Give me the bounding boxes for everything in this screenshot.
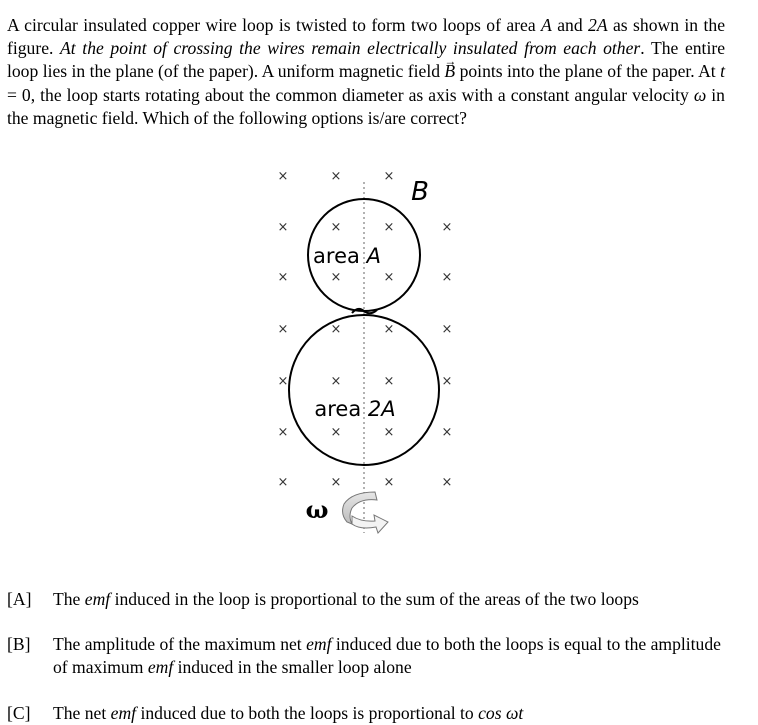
field-mark: × (441, 425, 453, 440)
area-2a-label: area 2A (314, 397, 396, 421)
vector-b: → B (444, 60, 455, 83)
field-mark: × (383, 374, 395, 389)
field-mark: × (383, 475, 395, 490)
field-mark: × (277, 270, 289, 285)
omega-label: ω (305, 495, 329, 524)
area-a-label: area A (313, 244, 381, 268)
option-b-label: [B] (7, 634, 31, 654)
option-a-label: [A] (7, 589, 32, 609)
var-2a: 2A (588, 15, 608, 35)
field-mark: × (330, 322, 342, 337)
field-mark: × (330, 270, 342, 285)
field-mark: × (330, 374, 342, 389)
option-b-text: The amplitude of the maximum net emf induced due to both the loops is equal to the amplitude of maximum emf induced in the smaller loop alone (53, 634, 721, 677)
loop-figure (0, 160, 758, 545)
var-t: t (720, 61, 725, 82)
field-mark: × (330, 220, 342, 235)
field-mark: × (441, 322, 453, 337)
insulation-note: At the point of crossing the wires remain electrically insulated from each other (60, 38, 641, 59)
field-mark: × (277, 475, 289, 490)
option-a-text: The emf induced in the loop is proportional to the sum of the areas of the two loops (53, 589, 639, 609)
option-c-text: The net emf induced due to both the loops is proportional to cos ωt (53, 703, 524, 723)
field-label-b: B (411, 177, 429, 207)
field-mark: × (441, 374, 453, 389)
field-mark: × (441, 475, 453, 490)
var-omega: ω (693, 84, 707, 105)
field-mark: × (330, 169, 342, 184)
field-mark: × (383, 270, 395, 285)
field-mark: × (441, 270, 453, 285)
field-mark: × (383, 220, 395, 235)
field-mark: × (277, 220, 289, 235)
field-mark: × (277, 374, 289, 389)
field-mark: × (330, 425, 342, 440)
field-mark: × (277, 322, 289, 337)
var-a: A (541, 15, 552, 35)
field-mark: × (277, 425, 289, 440)
field-mark: × (441, 220, 453, 235)
question-text: A circular insulated copper wire loop is twisted to form two loops of area A and 2A as shown in the figure. At the point of crossing the wires remain electrically insulated from each other. The entire loop lies in the plane (of the paper). A uniform magnetic field → B points into the plane of the paper. At t = 0, the loop starts rotating about the common diameter as axis with a constant angular velocity ω in the magnetic field. Which of the following options is/are correct? (7, 14, 725, 130)
field-mark: × (277, 169, 289, 184)
magnetic-field-marks (278, 169, 453, 490)
field-mark: × (383, 169, 395, 184)
field-mark: × (383, 322, 395, 337)
field-mark: × (330, 475, 342, 490)
field-mark: × (383, 425, 395, 440)
option-c-label: [C] (7, 703, 31, 723)
